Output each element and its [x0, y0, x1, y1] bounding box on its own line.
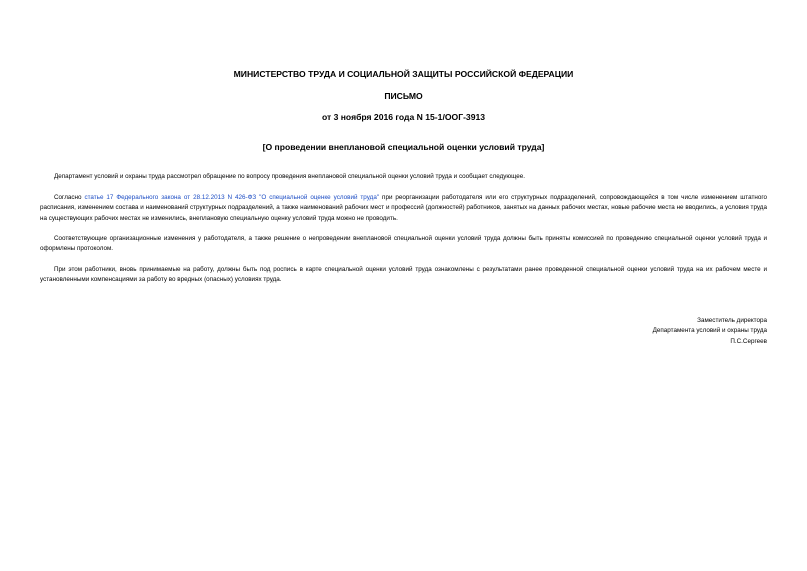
- signature-department: Департамента условий и охраны труда: [652, 327, 767, 334]
- paragraph-intro: Департамент условий и охраны труда рассмотрел обращение по вопросу проведения внеплановой специальной оценки условий труда и сообщает следующее.: [54, 173, 525, 180]
- signature-position: Заместитель директора: [697, 317, 767, 324]
- law-article-link[interactable]: статье 17 Федерального закона от 28.12.2013 N 426-ФЗ "О специальной оценке условий труда": [84, 194, 380, 201]
- paragraph-new-workers: При этом работники, вновь принимаемые на работу, должны быть под роспись в карте специальной оценки условий труда ознакомлены с результатами ранее проведенной специальной оценки условий труда на их рабочем месте и установленными компенсациями за работу во вредных (опасных) условиях труда.: [40, 266, 767, 284]
- paragraph-law-reference: [40, 193, 767, 224]
- ministry-heading: МИНИСТЕРСТВО ТРУДА И СОЦИАЛЬНОЙ ЗАЩИТЫ РОССИЙСКОЙ ФЕДЕРАЦИИ: [233, 69, 574, 79]
- document-type: ПИСЬМО: [384, 91, 423, 101]
- document-date-number: от 3 ноября 2016 года N 15-1/ООГ-3913: [321, 112, 486, 122]
- document-subject: [О проведении внеплановой специальной оценки условий труда]: [262, 142, 545, 152]
- paragraph-commission: Соответствующие организационные изменения у работодателя, а также решение о непроведении внеплановой специальной оценки условий труда должны быть приняты комиссией по проведению специальной оценки условий труда и оформлены протоколом.: [40, 235, 767, 253]
- paragraph-law-reference-end: при реорганизации работодателя или его структурных подразделений, сопровождающейся в том числе изменением штатного расписания, изменением состава и наименований структурных подразделений, а также наименований рабочих мест и профессий (должностей) работников, занятых на данных рабочих местах, новые рабочие места не вводились, а условия труда на существующих рабочих местах не изменились, внеплановую специальную оценку условий труда можно не проводить.: [40, 194, 767, 222]
- paragraph-law-reference-start: Согласно: [54, 194, 85, 201]
- signature-name: П.С.Сергеев: [730, 338, 767, 345]
